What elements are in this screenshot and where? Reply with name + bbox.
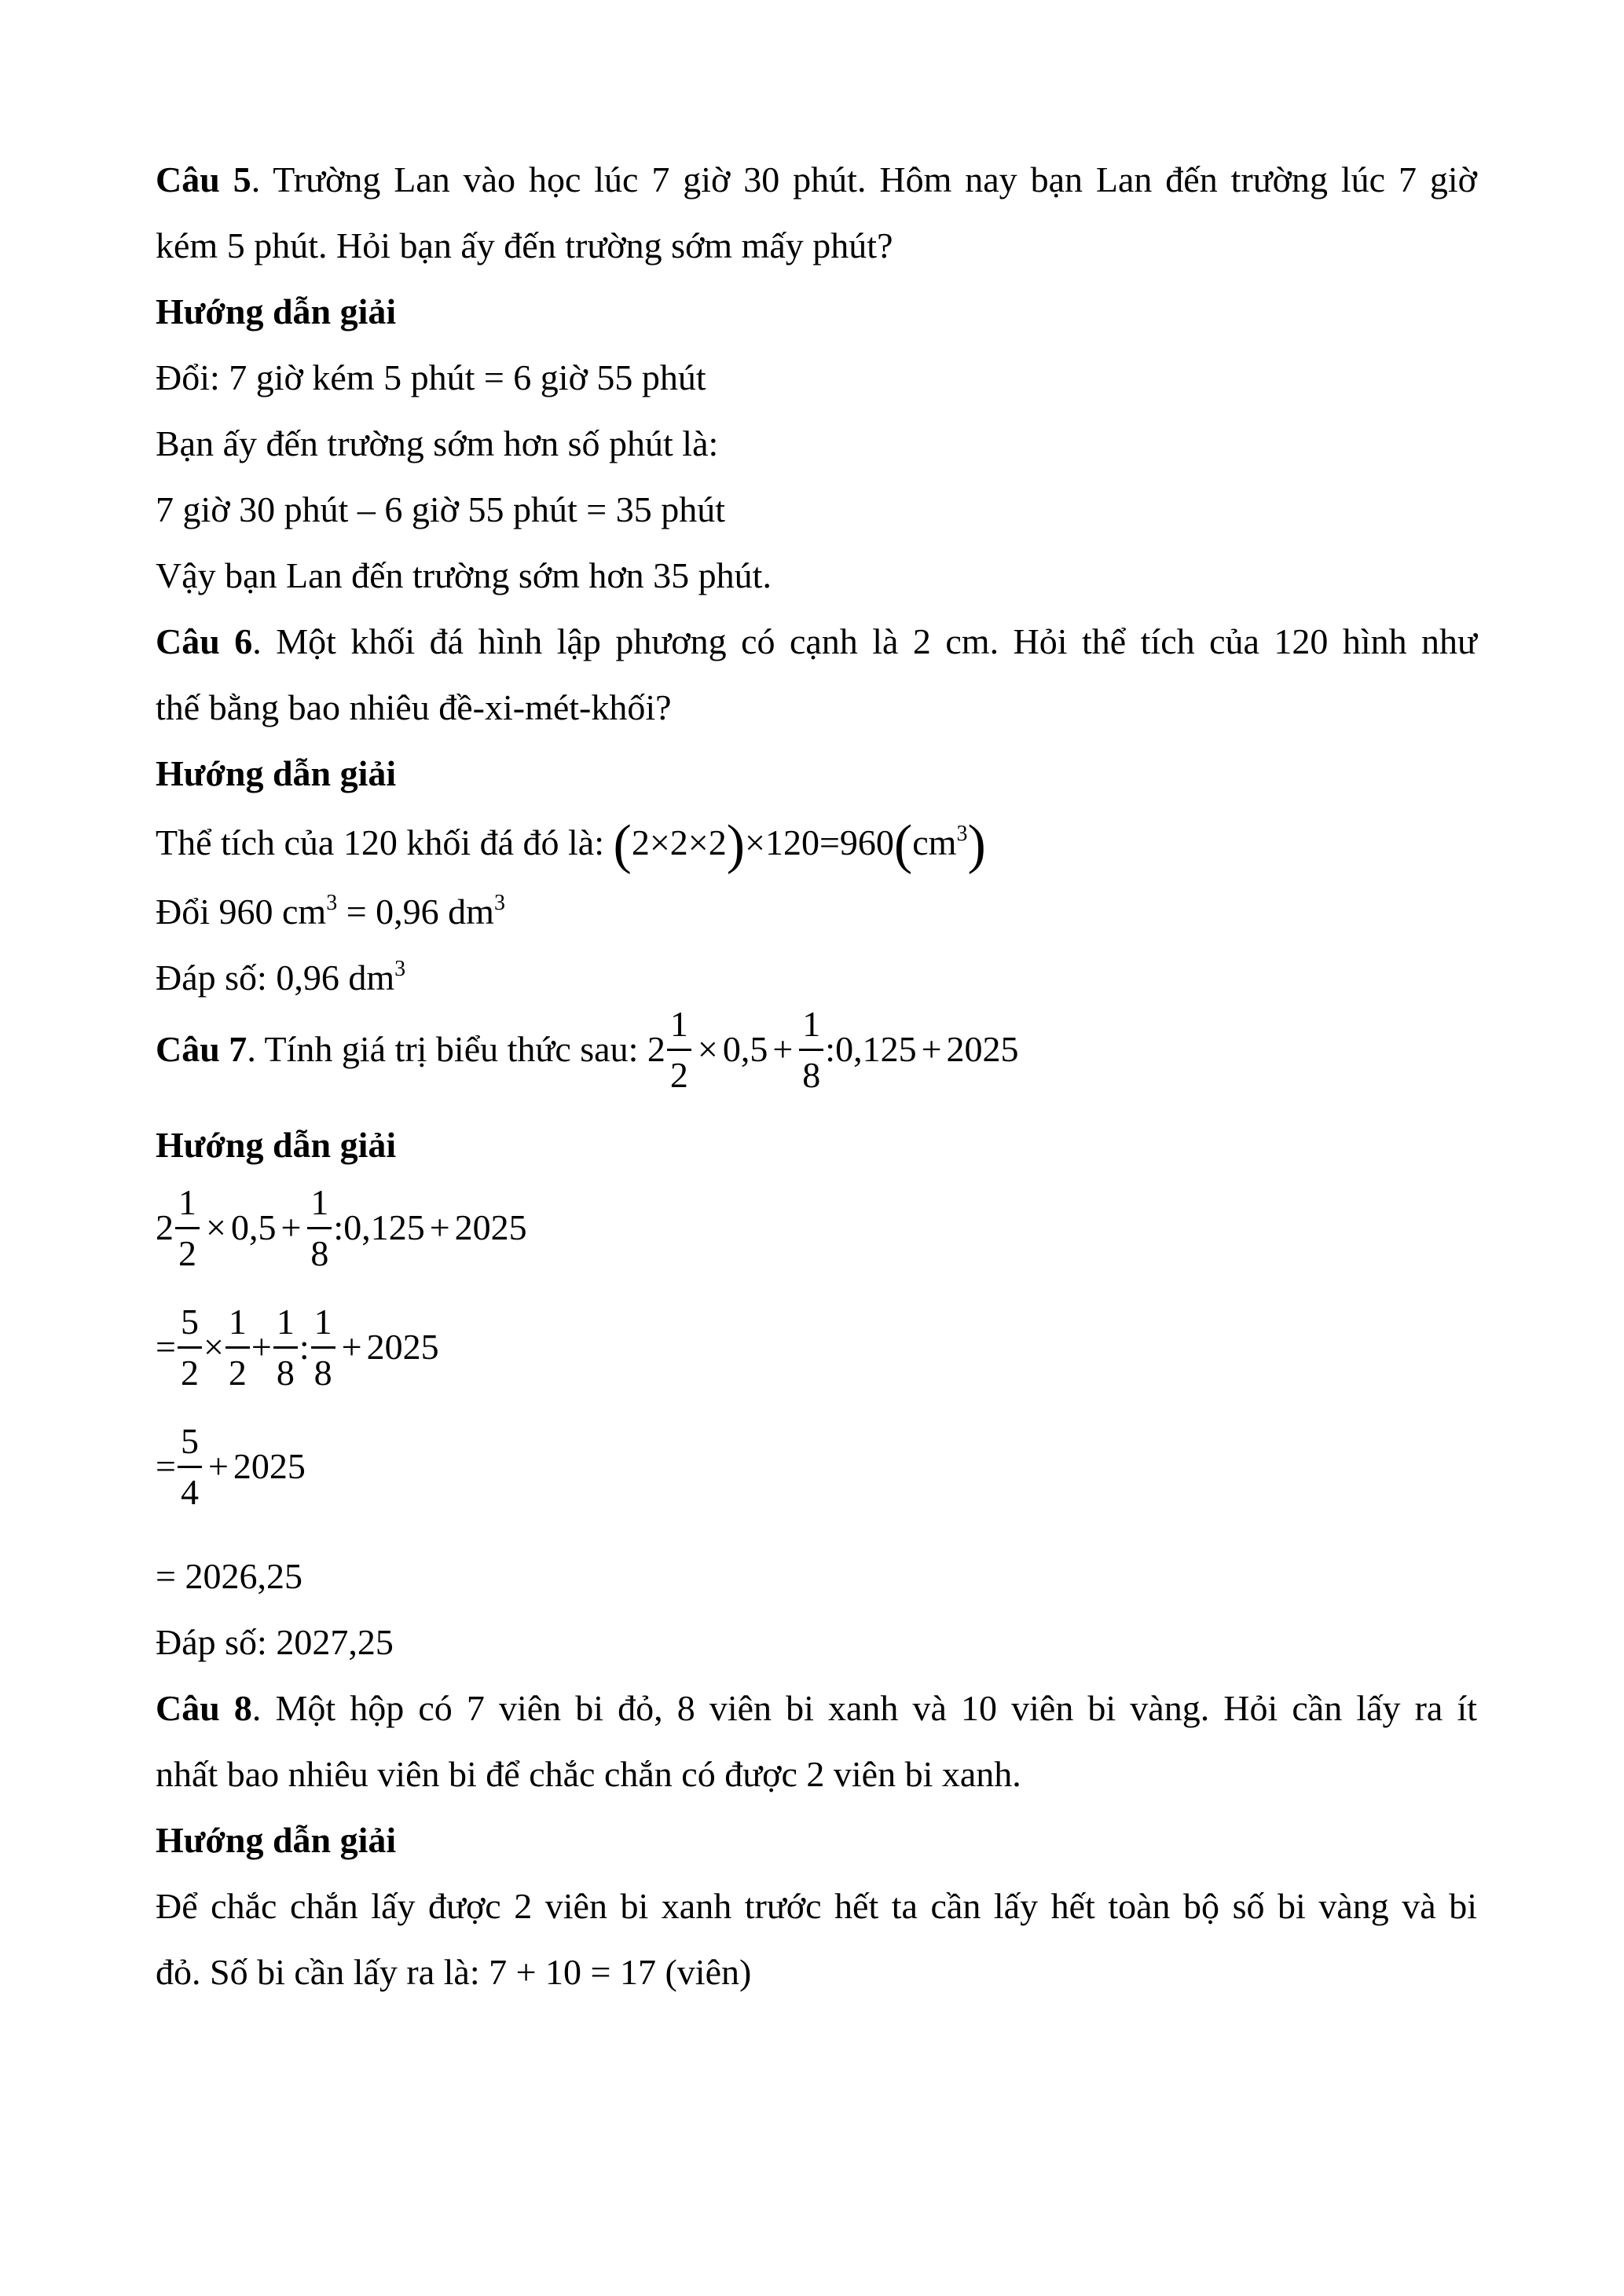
q7-label: Câu 7: [156, 1029, 247, 1070]
q6-question-line2: thế bằng bao nhiêu đề-xi-mét-khối?: [156, 687, 672, 727]
q7-step-2: = $\frac{5}{2}$ × $\frac{1}{2}$ + $\frac{1}{8}$ : $\frac{1}{8}$ + 2025: [156, 1302, 439, 1393]
q6-conversion-line: Đổi 960 $cm^3 = 0,96$ $dm^3$: [156, 891, 505, 932]
q7-result-line: = 2026,25: [156, 1556, 302, 1596]
q8-guide-heading: Hướng dẫn giải: [156, 1820, 397, 1860]
q8-question-line1: Câu 8. Một hộp có 7 viên bi đỏ, 8 viên bi xanh và 10 viên bi vàng. Hỏi cần lấy ra ít: [156, 1688, 1477, 1728]
q7-question-line: Câu 7. Tính giá trị biểu thức sau: 2 $\frac{1}{2}$ × 0,5 + $\frac{1}{8}$ :0,125 + 2025: [156, 1004, 1019, 1095]
q5-solution-line: Vậy bạn Lan đến trường sớm hơn 35 phút.: [156, 555, 772, 595]
q5-solution-line: Bạn ấy đến trường sớm hơn số phút là:: [156, 423, 719, 463]
q7-step-1: 2 $\frac{1}{2}$ × 0,5 + $\frac{1}{8}$ :0,125 + 2025: [156, 1182, 527, 1273]
q5-guide-heading: Hướng dẫn giải: [156, 291, 397, 331]
q6-answer-line: Đáp số: 0,96 $dm^3$: [156, 957, 406, 998]
q6-volume-formula: $(2\times 2\times 2)\times 120=960(cm^3)$: [613, 815, 986, 875]
q5-question-line1: Câu 5. Trường Lan vào học lúc 7 giờ 30 phút. Hôm nay bạn Lan đến trường lúc 7 giờ: [156, 159, 1477, 200]
q6-volume-line: Thể tích của 120 khối đá đó là: $(2\times 2\times 2)\times 120=960(cm^3)$: [156, 815, 986, 875]
q5-solution-line: 7 giờ 30 phút – 6 giờ 55 phút = 35 phút: [156, 489, 725, 529]
q6-question-line1: Câu 6. Một khối đá hình lập phương có cạnh là 2 cm. Hỏi thể tích của 120 hình như: [156, 621, 1477, 661]
q7-expression: 2 $\frac{1}{2}$ × 0,5 + $\frac{1}{8}$ :0,125 + 2025: [647, 1004, 1019, 1095]
q7-answer-line: Đáp số: 2027,25: [156, 1622, 394, 1662]
q6-guide-heading: Hướng dẫn giải: [156, 753, 397, 793]
q8-solution-line2: đỏ. Số bi cần lấy ra là: 7 + 10 = 17 (viên): [156, 1952, 752, 1992]
q8-question-line2: nhất bao nhiêu viên bi để chắc chắn có được 2 viên bi xanh.: [156, 1754, 1021, 1794]
q5-question-line2: kém 5 phút. Hỏi bạn ấy đến trường sớm mấy phút?: [156, 225, 893, 265]
q7-guide-heading: Hướng dẫn giải: [156, 1125, 397, 1165]
q8-solution-line1: Để chắc chắn lấy được 2 viên bi xanh trước hết ta cần lấy hết toàn bộ số bi vàng và bi: [156, 1886, 1477, 1926]
q5-solution-line: Đổi: 7 giờ kém 5 phút = 6 giờ 55 phút: [156, 357, 706, 397]
q8-label: Câu 8: [156, 1688, 252, 1728]
q6-label: Câu 6: [156, 621, 253, 661]
q7-step-3: = $\frac{5}{4}$ + 2025: [156, 1421, 306, 1512]
q5-label: Câu 5: [156, 159, 251, 200]
